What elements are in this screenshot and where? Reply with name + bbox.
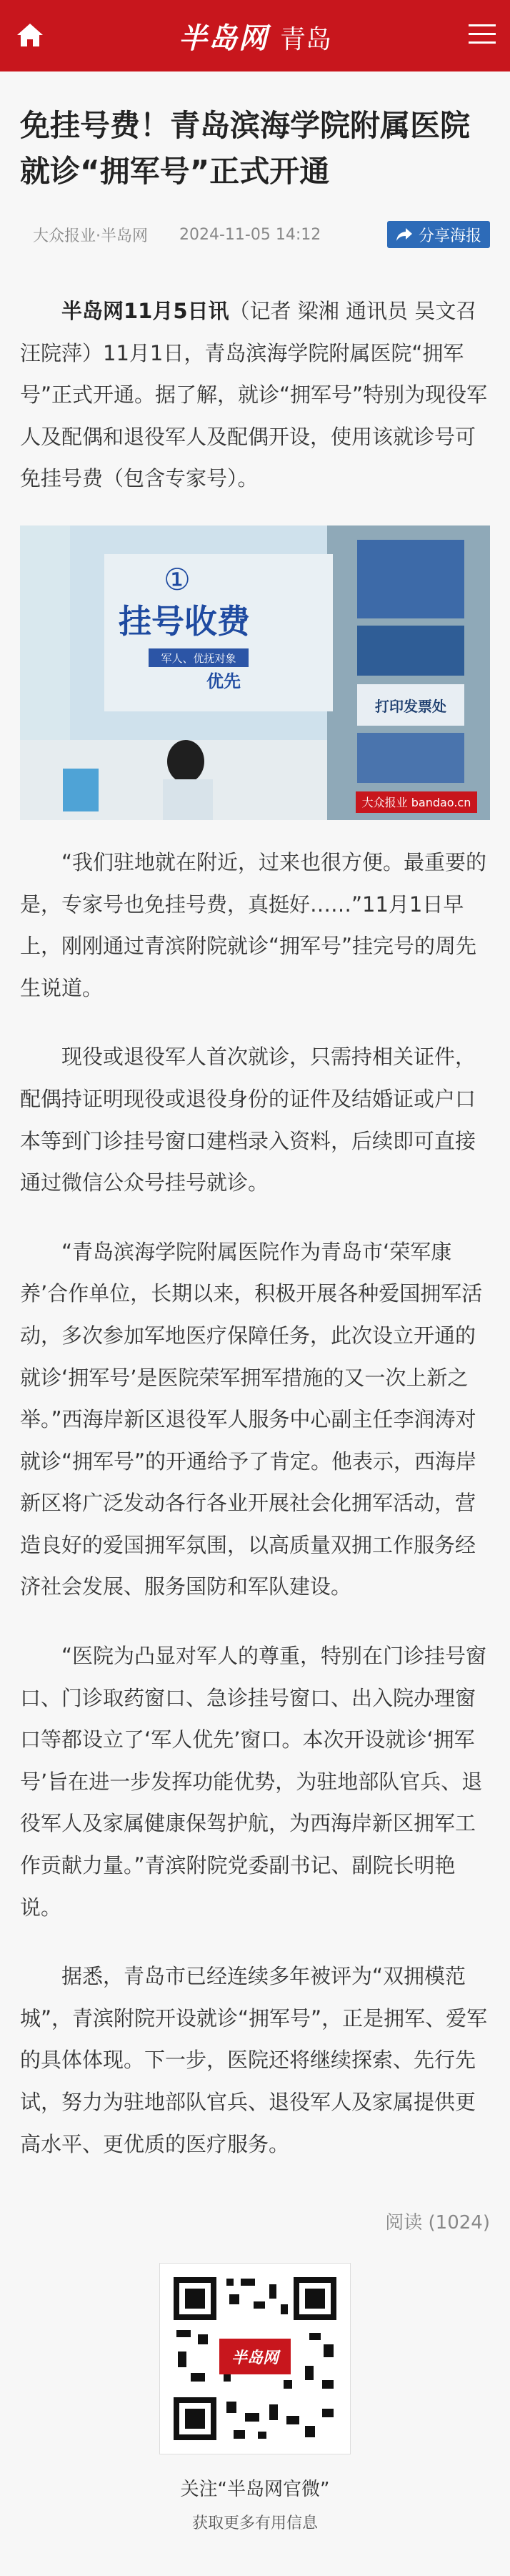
share-poster-label: 分享海报 xyxy=(418,227,481,245)
print-invoice-sign: 打印发票处 xyxy=(375,697,446,715)
follow-account-text: 关注“半岛网官微” xyxy=(180,2479,330,2501)
priority-word: 优先 xyxy=(206,671,241,691)
body-paragraph-5: 据悉，青岛市已经连续多年被评为“双拥模范城”，青滨附院开设就诊“拥军号”，正是拥军、爱军的具体体现。下一步，医院还将继续探索、先行先试，努力为驻地部队官兵、退役军人及家属提供更高水平、更优质的医疗服务。 xyxy=(20,1964,488,2156)
article-body xyxy=(0,103,510,2533)
home-icon[interactable] xyxy=(16,21,44,49)
window-number: ① xyxy=(164,561,191,597)
top-navigation-bar xyxy=(0,0,510,71)
body-paragraph-2: 现役或退役军人首次就诊，只需持相关证件，配偶持证明现役或退役身份的证件及结婚证或户口本等到门诊挂号窗口建档录入资料，后续即可直接通过微信公众号挂号就诊。 xyxy=(20,1045,476,1195)
share-icon xyxy=(396,227,413,242)
site-logo: 半岛网 xyxy=(178,21,269,55)
lead-label: 半岛网11月5日讯 xyxy=(61,299,229,323)
article-photo[interactable] xyxy=(20,525,490,820)
city-label: 青岛 xyxy=(279,24,331,54)
article-date: 2024-11-05 14:12 xyxy=(179,225,321,244)
body-paragraph-4: “医院为凸显对军人的尊重，特别在门诊挂号窗口、门诊取药窗口、急诊挂号窗口、出入院办理窗口等都设立了‘军人优先’窗口。本次开设就诊‘拥军号’旨在进一步发挥功能优势，为驻地部队官兵、退役军人及家属健康保驾护航，为西海岸新区拥军工作贡献力量。”青滨附院党委副书记、副院长明艳说。 xyxy=(20,1644,487,1920)
more-info-text: 获取更多有用信息 xyxy=(191,2515,318,2533)
priority-note: 军人、优抚对象 xyxy=(161,651,236,665)
qr-center-logo: 半岛网 xyxy=(231,2349,279,2368)
menu-icon[interactable] xyxy=(469,23,496,46)
article-title: 免挂号费！青岛滨海学院附属医院就诊“拥军号”正式开通 xyxy=(20,108,471,189)
read-count: 阅读 (1024) xyxy=(385,2212,490,2234)
photo-watermark: 大众报业 bandao.cn xyxy=(361,795,471,809)
article-source: 大众报业·半岛网 xyxy=(33,227,148,245)
body-paragraph-3: “青岛滨海学院附属医院作为青岛市‘荣军康养’合作单位，长期以来，积极开展各种爱国拥军活动，多次参加军地医疗保障任务，此次设立开通的就诊‘拥军号’是医院荣军拥军措施的又一次上新之举。”西海岸新区退役军人服务中心副主任李润涛对就诊“拥军号”的开通给予了肯定。他表示，西海岸新区将广泛发动各行各业开展社会化拥军活动，营造良好的爱国拥军氛围，以高质量双拥工作服务经济社会发展、服务国防和军队建设。 xyxy=(20,1239,483,1599)
qr-code-container xyxy=(159,2263,351,2454)
article-meta xyxy=(20,216,490,253)
lead-text: （记者 梁湘 通讯员 吴文召 汪院萍）11月1日，青岛滨海学院附属医院“拥军号”正式开通。据了解，就诊“拥军号”特别为现役军人及配偶和退役军人及配偶开设，使用该就诊号可免挂号费（包含专家号）。 xyxy=(20,299,488,491)
lead-paragraph xyxy=(20,290,490,500)
body-paragraph-1: “我们驻地就在附近，过来也很方便。最重要的是，专家号也免挂号费，真挺好……”11月1日早上，刚刚通过青滨附院就诊“拥军号”挂完号的周先生说道。 xyxy=(20,849,487,1000)
qr-code-icon[interactable] xyxy=(169,2273,341,2444)
site-brand[interactable] xyxy=(179,16,331,56)
window-sign-text: 挂号收费 xyxy=(119,601,250,641)
share-poster-button[interactable] xyxy=(387,221,490,248)
